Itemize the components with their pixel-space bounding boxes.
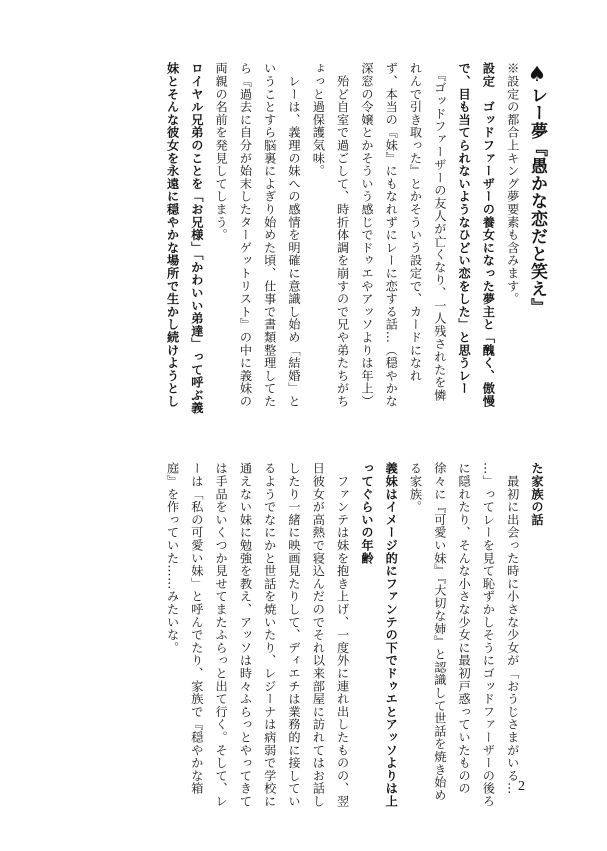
text-line: ってぐらいの年齢 <box>359 462 374 565</box>
text-line: 『ゴッドファーザーの友人が亡くなり、一人残されたを憐 <box>432 62 447 402</box>
text-line: ら『過去に自分が始末したターゲットリスト』の中に義妹の <box>238 62 253 408</box>
text-line: 両親の名前を発見してしまう。 <box>214 62 229 242</box>
text-line: 妹とそんな彼女を永遠に穏やかな場所で生かし続けようとし <box>165 62 180 408</box>
text-line: 通えない妹に勉強を教え、アッソは時々ふらっとやってきて <box>238 462 253 808</box>
lower-text-column <box>118 462 549 814</box>
text-line: 殆ど自室で過ごして、時折体調を崩すので兄や弟たちがち <box>335 62 350 408</box>
text-line: ょっと過保護気味。 <box>311 62 326 178</box>
text-line: るようでなにかと世話を焼いたり、レジーナは病弱で学校に <box>262 462 277 808</box>
upper-text-column <box>34 62 549 414</box>
text-line: る家族。 <box>408 462 423 514</box>
text-line: 日彼女が高熱で寝込んだのでそれ以来部屋に訪れてはお話し <box>311 462 326 808</box>
text-line: いうことすら脳裏によぎり始めた頃、仕事で書類整理してた <box>262 62 277 408</box>
text-line: したり一緒に映画見たりして、ディエチは業務的に接してい <box>287 462 302 808</box>
text-line: ※設定の都合上キング夢要素も含みます。 <box>505 62 520 306</box>
page-title: レー夢『愚かな恋だと笑え』 <box>527 86 547 316</box>
text-line: 徐々に『可愛い妹』『大切な姉』と認識して世話を焼き始め <box>432 462 447 802</box>
text-line: で、目も当てられないようなひどい恋をした」と思うレー <box>457 62 472 395</box>
text-line: た家族の話 <box>530 462 544 526</box>
section-heading <box>525 62 549 414</box>
text-line: 設定 ゴッドファーザーの養女になった夢主と「醜く、傲慢 <box>481 62 496 408</box>
text-line: レーは、義理の妹への感情を明確に意識し始め「結婚」と <box>287 62 302 408</box>
text-line: …」ってレーを見て恥ずかしそうにゴッドファーザーの後ろ <box>481 462 496 808</box>
text-line: 深窓の令嬢とかそういう感じでドゥエやアッソよりは年上） <box>359 62 374 408</box>
text-line: 義妹はイメージ的にファンテの下でドゥエとアッソよりは上 <box>384 462 399 808</box>
page-number: 2 <box>518 779 525 794</box>
text-line: は手品をいくつか見せてまたふらっと出て行く。そして、レ <box>214 462 229 808</box>
text-line: れんで引き取った』とかそういう設定で、カードになれ <box>408 62 423 382</box>
text-line: 庭』を作っていた……みたいな。 <box>165 462 180 654</box>
text-line: ファンテは妹を抱き上げ、一度外に連れ出したものの、翌 <box>335 462 350 808</box>
text-line: ーは「私の可愛い妹」と呼んでたり、家族で『穏やかな箱 <box>189 462 204 795</box>
text-line: 最初に出会った時に小さな少女が「おうじさまがいる… <box>505 462 520 795</box>
text-line: ロイヤル兄弟のことを「お兄様」「かわいい弟達」って呼ぶ義 <box>189 62 204 415</box>
text-line: ず、本当の『妹』にもなれずにレーに恋する話…（穏やかな <box>384 62 399 408</box>
text-line: に隠れたり、そんな小さな少女に最初戸惑っていたものの <box>457 462 472 795</box>
spade-icon: ♠ <box>525 62 549 87</box>
